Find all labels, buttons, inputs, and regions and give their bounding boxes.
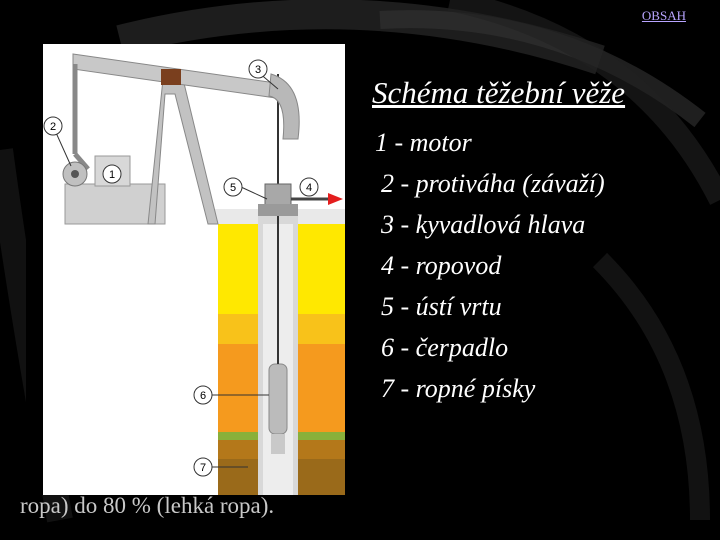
legend-item-oil-sands: 7 - ropné písky xyxy=(381,374,536,403)
callout-4 xyxy=(300,178,318,196)
svg-text:1: 1 xyxy=(108,169,116,181)
svg-text:7: 7 xyxy=(199,462,207,474)
legend-item-motor: 1 - motor xyxy=(375,128,472,157)
legend-item-counterweight: 2 - protiváha (závaží) xyxy=(381,169,605,198)
pump-jack-illustration xyxy=(43,44,345,495)
left-border xyxy=(26,44,43,495)
legend-list xyxy=(375,125,621,409)
legend-item-pipeline: 4 - ropovod xyxy=(381,251,502,280)
svg-text:6: 6 xyxy=(199,390,207,402)
legend-item-pump: 6 - čerpadlo xyxy=(381,333,509,362)
slide-title: Schéma těžební věže xyxy=(372,75,626,110)
callout-1 xyxy=(103,165,121,183)
svg-text:4: 4 xyxy=(305,182,313,194)
pump-jack-diagram xyxy=(43,44,345,495)
bottom-caption: ropa) do 80 % (lehká ropa). xyxy=(20,493,275,518)
legend-item-wellhead: 5 - ústí vrtu xyxy=(381,292,502,321)
obsah-link[interactable]: OBSAH xyxy=(641,8,686,23)
svg-text:3: 3 xyxy=(254,64,262,76)
svg-text:2: 2 xyxy=(49,121,57,133)
svg-text:5: 5 xyxy=(229,182,237,194)
pump-cylinder xyxy=(269,364,287,434)
legend-item-horse-head: 3 - kyvadlová hlava xyxy=(381,210,586,239)
